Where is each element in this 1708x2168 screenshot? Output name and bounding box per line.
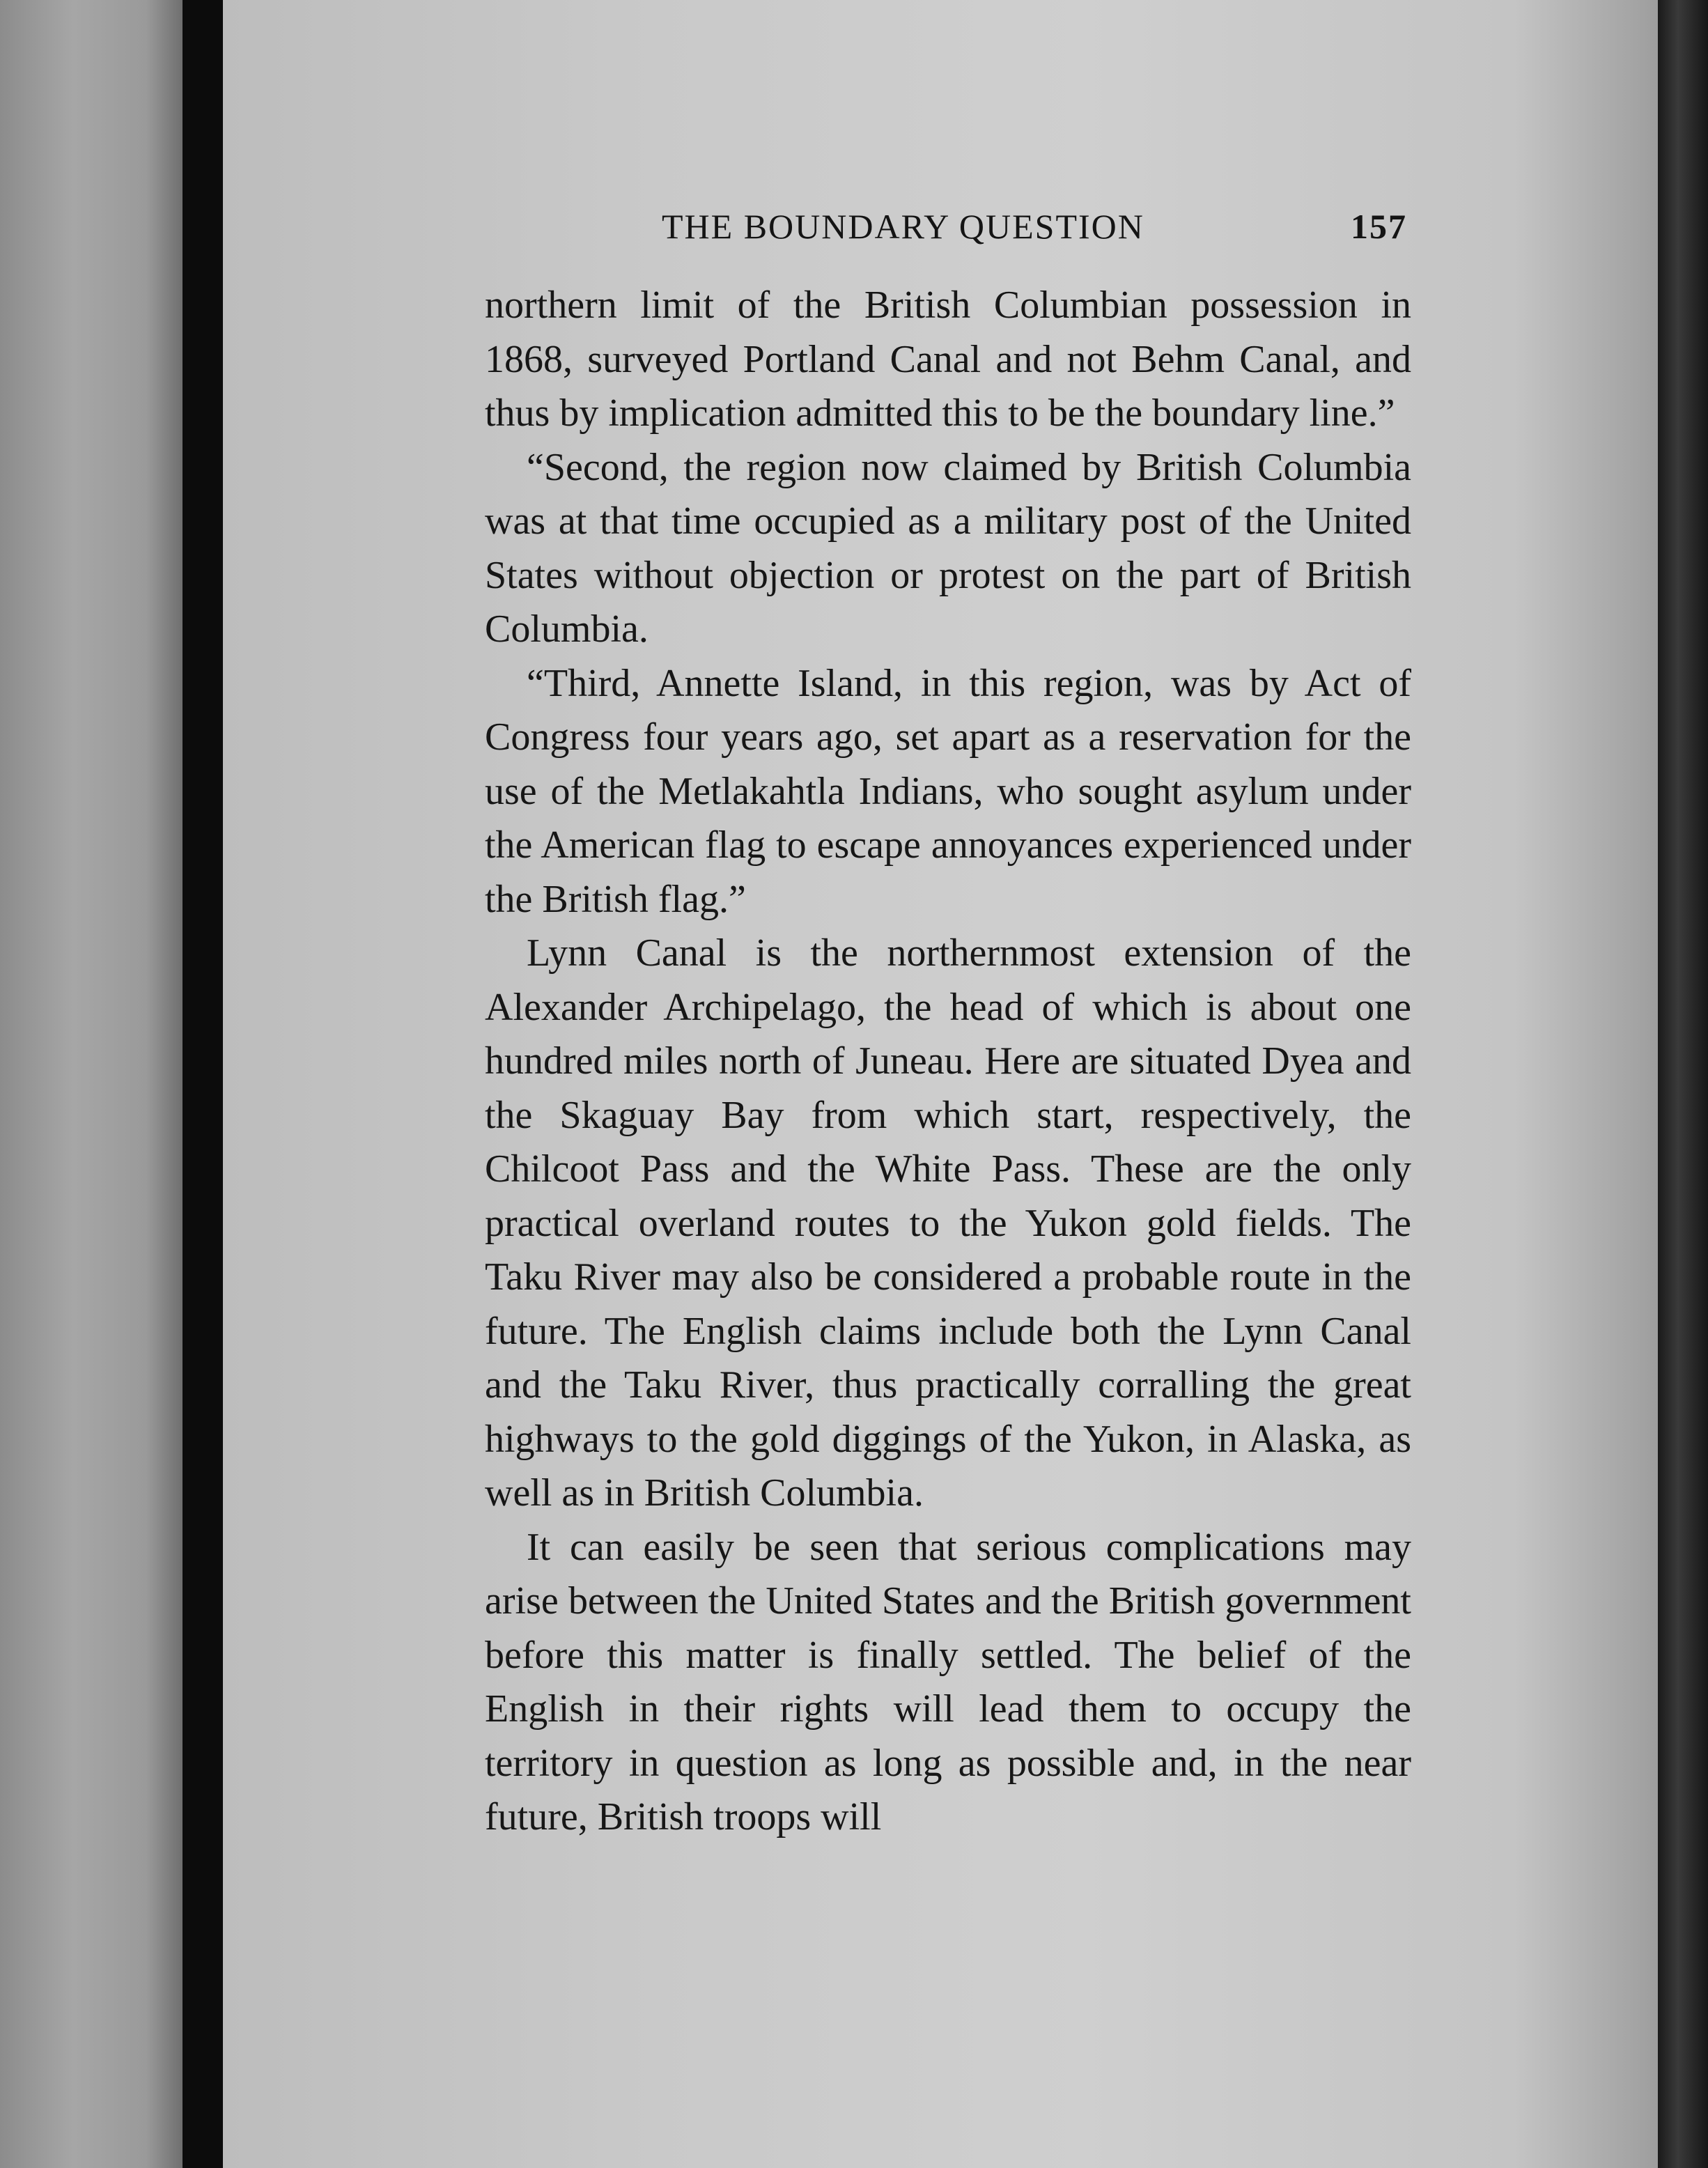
paragraph-continuation: northern limit of the British Columbian possession in 1868, surveyed Portland Canal and not Behm Canal, and thus by implication admitted this to be the boundary line.” [485, 284, 1411, 435]
paragraph-lynn-canal: Lynn Canal is the northernmost extension of the Alexander Archipelago, the head of which is about one hundred miles north of Juneau. Here are situated Dyea and the Skaguay Bay from which start, respectively, the Chilcoot Pass and the White Pass. These are the only practical overland routes to the Yukon gold fields. The Taku River may also be considered a probable route in the future. The English claims include both the Lynn Canal and the Taku River, thus practically corralling the great highways to the gold diggings of the Yukon, in Alaska, as well as in British Columbia. [485, 931, 1411, 1515]
left-page-edge [0, 0, 183, 2168]
running-head: THE BOUNDARY QUESTION [662, 207, 1144, 246]
page-header [488, 206, 1407, 262]
page-number: 157 [1351, 207, 1407, 246]
paragraph-complications: It can easily be seen that serious complications may arise between the United States and the British government before this matter is finally settled. The belief of the English in their rights will lead them to occupy the territory in question as long as possible and, in the near future, British troops will [485, 1525, 1411, 1838]
body-text [485, 279, 1411, 1845]
paragraph-third-point: “Third, Annette Island, in this region, was by Act of Congress four years ago, set apart as a reservation for the use of the Metlakahtla Indians, who sought asylum under the American flag to escape annoyances experienced under the British flag.” [485, 661, 1411, 921]
paragraph-second-point: “Second, the region now claimed by British Columbia was at that time occupied as a military post of the United States without objection or protest on the part of British Columbia. [485, 445, 1411, 651]
book-gutter [183, 0, 223, 2168]
right-page-edge [1658, 0, 1708, 2168]
